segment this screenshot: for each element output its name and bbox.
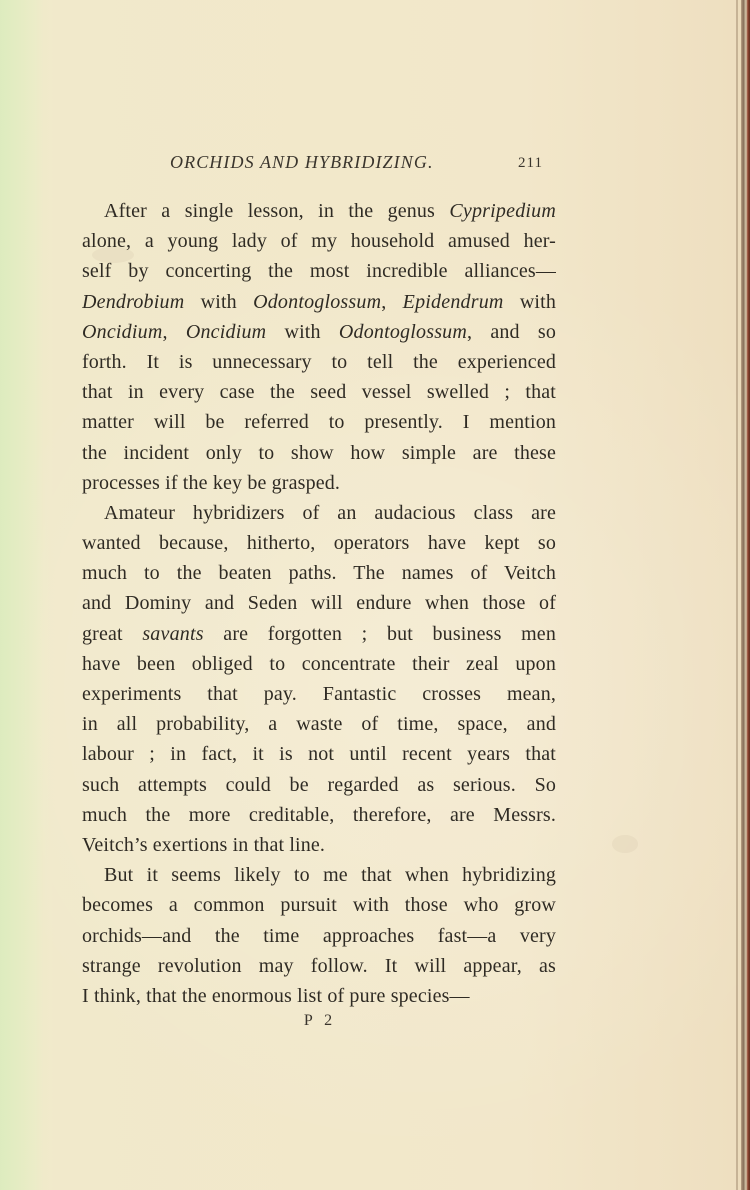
body-text: [82, 196, 556, 1016]
text-run: in all probability, a waste of time, space, and: [82, 713, 556, 736]
italic-text-run: Cypripedium: [449, 200, 556, 222]
text-run: But it seems likely to me that when hybridizing: [104, 864, 556, 887]
text-run: forth. It is unnecessary to tell the experienced: [82, 350, 556, 373]
text-run: After a single lesson, in the genus: [104, 200, 450, 222]
text-line: [82, 468, 556, 498]
text-line: [82, 438, 556, 468]
text-run: and Dominy and Seden will endure when those of: [82, 592, 556, 615]
text-line: [82, 377, 556, 407]
text-line: [82, 196, 556, 226]
text-line: [82, 951, 556, 981]
text-run: matter will be referred to presently. I mention: [82, 411, 556, 434]
text-run: great: [82, 622, 143, 645]
text-run: self by concerting the most incredible alliances—: [82, 260, 556, 283]
text-line: [82, 770, 556, 800]
text-line: [82, 800, 556, 830]
text-line: [82, 830, 556, 860]
running-head: ORCHIDS AND HYBRIDIZING.: [170, 152, 434, 172]
text-line: [82, 347, 556, 377]
text-line: [82, 709, 556, 739]
text-run: processes if the key be grasped.: [82, 471, 341, 494]
text-run: alone, a young lady of my household amused her-: [82, 230, 556, 253]
text-line: [82, 679, 556, 709]
text-run: such attempts could be regarded as serious. So: [82, 773, 556, 796]
text-run: that in every case the seed vessel swelled ; that: [82, 381, 556, 404]
text-run: wanted because, hitherto, operators have kept so: [82, 532, 556, 555]
text-line: [82, 981, 556, 1011]
text-line: [82, 558, 556, 588]
italic-text-run: Epidendrum: [402, 290, 504, 313]
text-run: , and so: [467, 320, 556, 343]
text-run: the incident only to show how simple are these: [82, 441, 556, 464]
text-line: [82, 921, 556, 951]
text-line: [82, 528, 556, 558]
italic-text-run: Odontoglossum: [253, 290, 382, 313]
text-run: with: [184, 290, 254, 313]
text-line: [82, 498, 556, 528]
text-run: much to the beaten paths. The names of Veitch: [82, 562, 556, 585]
printer-signature: P 2: [303, 1012, 337, 1029]
page-number: 211: [518, 155, 543, 171]
text-run: experiments that pay. Fantastic crosses mean,: [82, 683, 556, 705]
text-line: [82, 649, 556, 679]
text-line: [82, 407, 556, 437]
text-run: strange revolution may follow. It will appear, as: [82, 954, 556, 977]
italic-text-run: savants: [142, 622, 204, 645]
text-run: I think, that the enormous list of pure species—: [82, 984, 470, 1007]
text-line: [82, 317, 556, 347]
text-run: Amateur hybridizers of an audacious class are: [104, 501, 556, 524]
text-line: [82, 739, 556, 769]
italic-text-run: Oncidium: [82, 320, 163, 343]
text-line: [82, 256, 556, 286]
text-line: [82, 226, 556, 256]
text-run: much the more creditable, therefore, are Messrs.: [82, 803, 556, 826]
page-edge-line: [736, 0, 738, 1190]
text-run: ,: [381, 290, 403, 313]
text-run: are forgotten ; but business men: [203, 622, 556, 645]
text-run: orchids—and the time approaches fast—a very: [82, 924, 556, 947]
text-run: Veitch’s exertions in that line.: [82, 833, 326, 856]
text-run: have been obliged to concentrate their zeal upon: [82, 652, 556, 675]
text-line: [82, 860, 556, 890]
text-run: becomes a common pursuit with those who grow: [82, 894, 556, 917]
text-line: [82, 619, 556, 649]
text-line: [82, 588, 556, 618]
text-run: labour ; in fact, it is not until recent years that: [82, 743, 556, 766]
text-run: with: [503, 290, 556, 313]
text-run: with: [266, 320, 339, 343]
italic-text-run: Oncidium: [185, 320, 267, 343]
italic-text-run: Odontoglossum: [338, 320, 468, 343]
italic-text-run: Dendrobium: [82, 290, 185, 313]
text-line: [82, 287, 556, 317]
text-run: ,: [162, 320, 186, 343]
paper-smudge: [612, 835, 638, 853]
text-line: [82, 890, 556, 920]
